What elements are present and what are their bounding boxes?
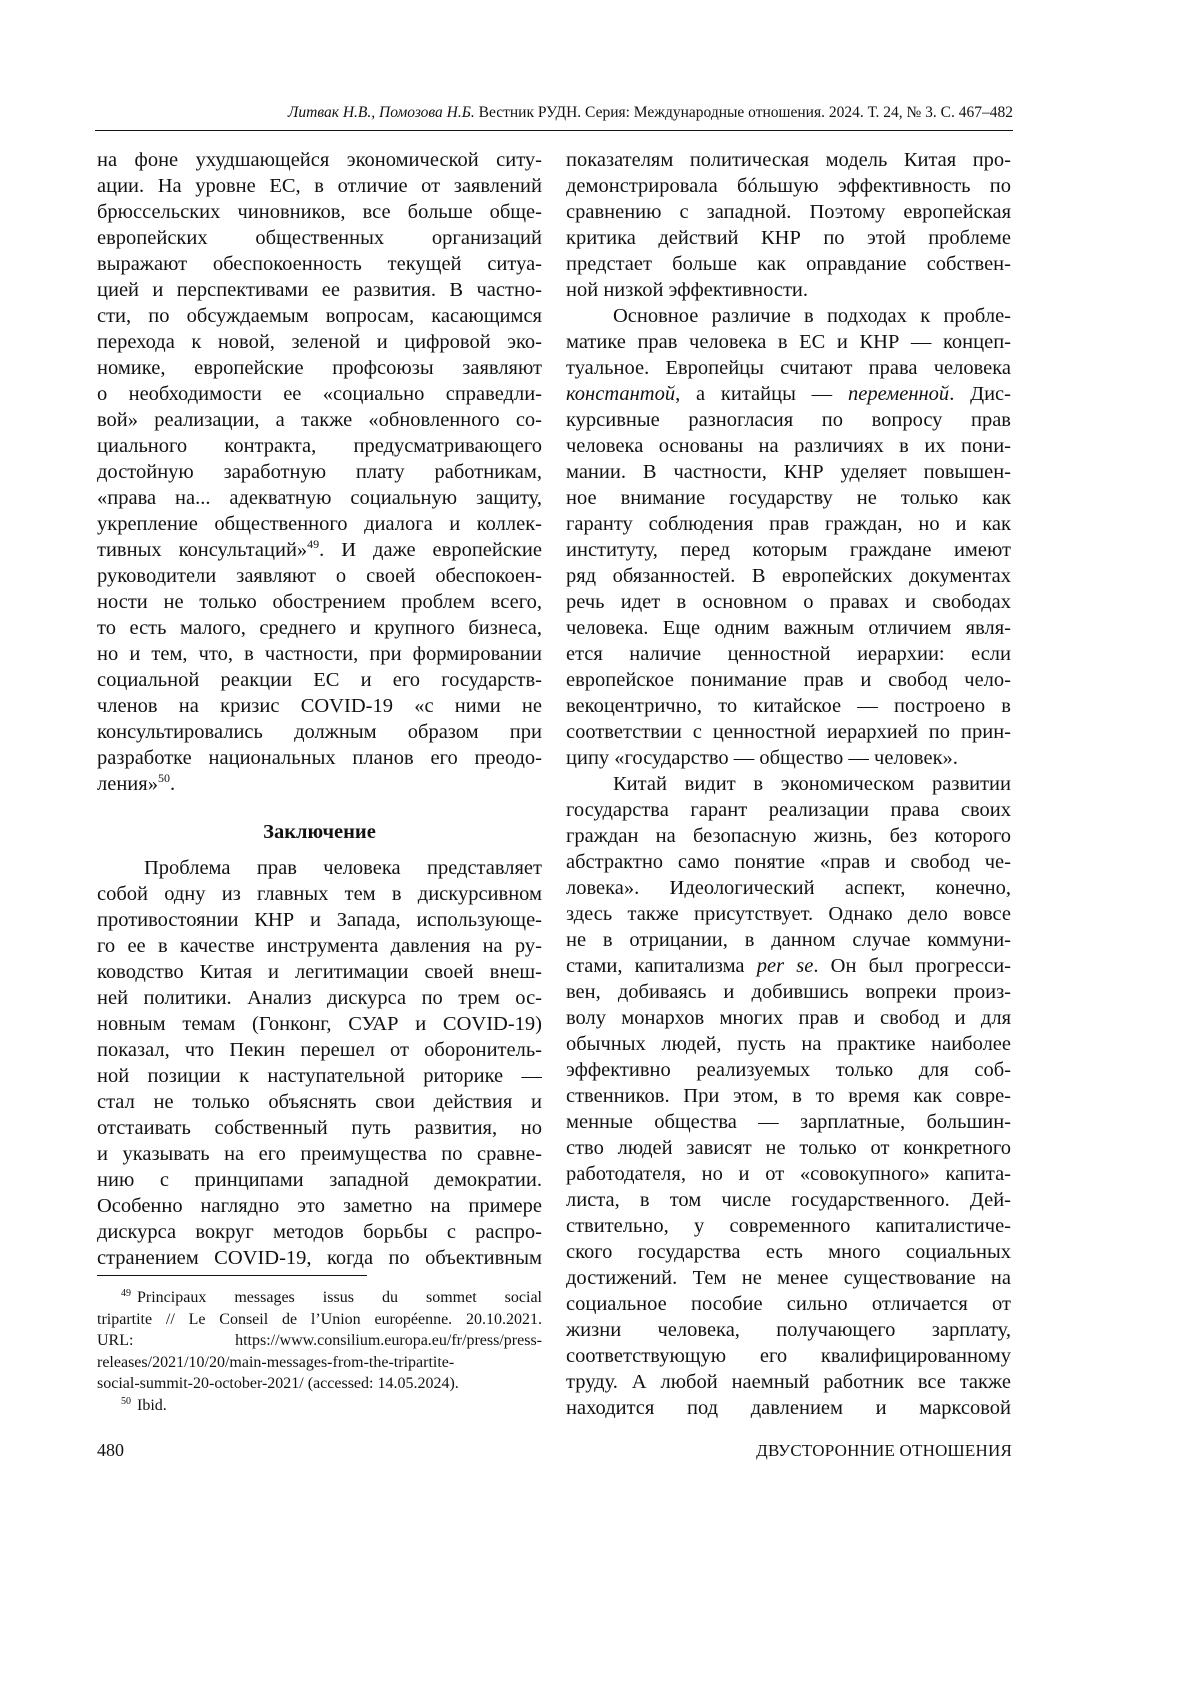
text-line: новным темам (Гонконг, СУАР и COVID-19) — [97, 1011, 542, 1037]
text-line: ется наличие ценностной иерархии: если — [566, 641, 1011, 667]
text-line: о необходимости ее «социально справедли- — [97, 381, 542, 407]
paragraph — [566, 303, 1011, 771]
text-line: ководство Китая и легитимации своей внеш- — [97, 959, 542, 985]
text-line: достойную заработную плату работникам, — [97, 459, 542, 485]
body-text-block — [97, 855, 542, 1271]
footnote-rule — [97, 1275, 367, 1276]
text-segment: стами, капитализма — [566, 955, 757, 977]
paragraph — [97, 147, 542, 797]
text-line: Проблема прав человека представляет — [97, 855, 542, 881]
text-line — [97, 771, 542, 797]
text-line: достижений. Тем не менее существование на — [566, 1265, 1011, 1291]
italic-text: переменной — [848, 383, 949, 405]
text-line: институту, перед которым граждане имеют — [566, 537, 1011, 563]
footnote-ref: 50 — [158, 771, 170, 785]
text-line: цией и перспективами ее развития. В частно- — [97, 277, 542, 303]
text-line — [566, 381, 1011, 407]
text-line: Особенно наглядно это заметно на примере — [97, 1193, 542, 1219]
footnote-text: tripartite // Le Conseil de l’Union européenne. 20.10.2021. — [97, 1311, 542, 1328]
text-line: укрепление общественного диалога и коллек- — [97, 511, 542, 537]
paragraph — [97, 855, 542, 1271]
section-heading: Заключение — [97, 819, 542, 845]
text-line: вен, добиваясь и добившись вопреки произ- — [566, 979, 1011, 1005]
text-line: жизни человека, получающего зарплату, — [566, 1317, 1011, 1343]
text-line: брюссельских чиновников, все больше обще- — [97, 199, 542, 225]
footnote-text: social-summit-20-october-2021/ (accessed: 14.05.2024). — [97, 1375, 459, 1392]
text-line: ственников. При этом, в то время как совре- — [566, 1083, 1011, 1109]
text-segment: . — [170, 773, 175, 795]
text-line: государства гарант реализации права своих — [566, 797, 1011, 823]
running-header — [95, 104, 1013, 122]
footnote-line — [97, 1287, 542, 1309]
footnote-line — [97, 1309, 542, 1331]
italic-text: per se — [757, 955, 814, 977]
text-line: номике, европейские профсоюзы заявляют — [97, 355, 542, 381]
text-line: здесь также присутствует. Однако дело вовсе — [566, 901, 1011, 927]
text-line: ное внимание государству не только как — [566, 485, 1011, 511]
text-line: ского государства есть много социальных — [566, 1239, 1011, 1265]
text-line: векоцентрично, то китайское — построено в — [566, 693, 1011, 719]
footnote-number: 50 — [121, 1396, 131, 1407]
text-segment: . Дис- — [949, 383, 1011, 405]
header-journal: Вестник РУДН. Серия: Международные отношения. 2024. Т. 24, № 3. С. 467–482 — [475, 104, 1013, 121]
text-line: вой» реализации, а также «обновленного со- — [97, 407, 542, 433]
text-line: курсивные разногласия по вопросу прав — [566, 407, 1011, 433]
text-line: обычных людей, пусть на практике наиболее — [566, 1031, 1011, 1057]
text-line: демонстрировала бóльшую эффективность по — [566, 173, 1011, 199]
text-line: стал не только объяснять свои действия и — [97, 1089, 542, 1115]
text-line: труду. А любой наемный работник все также — [566, 1369, 1011, 1395]
text-line: дискурса вокруг методов борьбы с распро- — [97, 1219, 542, 1245]
text-line: человека основаны на различиях в их пони- — [566, 433, 1011, 459]
text-line: ации. На уровне ЕС, в отличие от заявлений — [97, 173, 542, 199]
footnote-text: releases/2021/10/20/main-messages-from-the-tripartite- — [97, 1354, 454, 1371]
text-line: ней политики. Анализ дискурса по трем ос- — [97, 985, 542, 1011]
text-line: ной позиции к наступательной риторике — — [97, 1063, 542, 1089]
text-line: европейских общественных организаций — [97, 225, 542, 251]
text-line: членов на кризис COVID-19 «с ними не — [97, 693, 542, 719]
right-column — [566, 147, 1011, 1421]
text-segment: тивных консультаций» — [97, 539, 307, 561]
text-line: сти, по обсуждаемым вопросам, касающимся — [97, 303, 542, 329]
text-segment: ления» — [97, 773, 158, 795]
text-line: матике прав человека в ЕС и КНР — концеп- — [566, 329, 1011, 355]
text-line: сравнению с западной. Поэтому европейская — [566, 199, 1011, 225]
text-segment: . И даже европейские — [319, 539, 542, 561]
text-line: ряд обязанностей. В европейских документах — [566, 563, 1011, 589]
text-line: ной низкой эффективности. — [566, 277, 1011, 303]
footnotes — [97, 1287, 542, 1416]
text-line: абстрактно само понятие «прав и свобод че- — [566, 849, 1011, 875]
footnote-ref: 49 — [307, 537, 319, 551]
footnote-text: URL: https://www.consilium.europa.eu/fr/press/press- — [97, 1332, 542, 1349]
text-line: показателям политическая модель Китая про- — [566, 147, 1011, 173]
text-line: отстаивать собственный путь развития, но — [97, 1115, 542, 1141]
text-line: мании. В частности, КНР уделяет повышен- — [566, 459, 1011, 485]
text-line: эффективно реализуемых только для соб- — [566, 1057, 1011, 1083]
text-line: разработке национальных планов его преодо- — [97, 745, 542, 771]
text-line: ловека». Идеологический аспект, конечно, — [566, 875, 1011, 901]
text-line: соответствующую его квалифицированному — [566, 1343, 1011, 1369]
text-line: предстает больше как оправдание собствен- — [566, 251, 1011, 277]
text-line: нию с принципами западной демократии. — [97, 1167, 542, 1193]
text-line: туальное. Европейцы считают права человека — [566, 355, 1011, 381]
footnote-line — [97, 1330, 542, 1352]
header-authors: Литвак Н.В., Помозова Н.Б. — [288, 104, 475, 121]
paragraph — [566, 147, 1011, 303]
text-line: листа, в том числе государственного. Дей- — [566, 1187, 1011, 1213]
text-line: соответствии с ценностной иерархией по прин- — [566, 719, 1011, 745]
footnote-number: 49 — [121, 1288, 131, 1299]
text-line: но и тем, что, в частности, при формировании — [97, 641, 542, 667]
footnote-text: Ibid. — [137, 1397, 167, 1414]
text-line: менные общества — зарплатные, большин- — [566, 1109, 1011, 1135]
text-line: Основное различие в подходах к пробле- — [566, 303, 1011, 329]
text-line: руководители заявляют о своей обеспокоен- — [97, 563, 542, 589]
text-segment: , а китайцы — — [675, 383, 848, 405]
text-segment: . Он был прогресси- — [813, 955, 1011, 977]
text-line: не в отрицании, в данном случае коммуни- — [566, 927, 1011, 953]
text-line — [566, 953, 1011, 979]
text-line: странением COVID-19, когда по объективным — [97, 1245, 542, 1271]
text-line: и указывать на его преимущества по сравне- — [97, 1141, 542, 1167]
text-line: собой одну из главных тем в дискурсивном — [97, 881, 542, 907]
page-number: 480 — [97, 1440, 124, 1461]
text-line: выражают обеспокоенность текущей ситуа- — [97, 251, 542, 277]
text-line: го ее в качестве инструмента давления на ру- — [97, 933, 542, 959]
text-line: человека. Еще одним важным отличием явля- — [566, 615, 1011, 641]
footnote-text: Principaux messages issus du sommet social — [137, 1289, 542, 1306]
footnote-line — [97, 1373, 542, 1395]
text-line: речь идет в основном о правах и свободах — [566, 589, 1011, 615]
left-column — [97, 147, 542, 1271]
text-line: граждан на безопасную жизнь, без которого — [566, 823, 1011, 849]
text-line: социальное пособие сильно отличается от — [566, 1291, 1011, 1317]
text-line: ности не только обострением проблем всего, — [97, 589, 542, 615]
text-line: гаранту соблюдения прав граждан, но и как — [566, 511, 1011, 537]
text-line: европейское понимание прав и свобод чело- — [566, 667, 1011, 693]
footnote-line — [97, 1352, 542, 1374]
text-line: волу монархов многих прав и свобод и для — [566, 1005, 1011, 1031]
italic-text: константой — [566, 383, 675, 405]
text-line: циального контракта, предусматривающего — [97, 433, 542, 459]
text-line: ципу «государство — общество — человек». — [566, 745, 1011, 771]
footnote-line — [97, 1395, 542, 1417]
text-line — [97, 537, 542, 563]
text-line: показал, что Пекин перешел от оборонитель- — [97, 1037, 542, 1063]
text-line: «права на... адекватную социальную защиту, — [97, 485, 542, 511]
text-line: критика действий КНР по этой проблеме — [566, 225, 1011, 251]
section-footer: ДВУСТОРОННИЕ ОТНОШЕНИЯ — [756, 1441, 1012, 1461]
paragraph — [566, 771, 1011, 1421]
text-line: работодателя, но и от «совокупного» капита- — [566, 1161, 1011, 1187]
text-line: находится под давлением и марксовой — [566, 1395, 1011, 1421]
body-text-block — [97, 147, 542, 797]
text-line: перехода к новой, зеленой и цифровой эко- — [97, 329, 542, 355]
text-line: на фоне ухудшающейся экономической ситу- — [97, 147, 542, 173]
text-line: ство людей зависят не только от конкретного — [566, 1135, 1011, 1161]
text-line: социальной реакции ЕС и его государств- — [97, 667, 542, 693]
text-line: то есть малого, среднего и крупного бизнеса, — [97, 615, 542, 641]
text-line: ствительно, у современного капиталистиче- — [566, 1213, 1011, 1239]
text-line: противостоянии КНР и Запада, использующе- — [97, 907, 542, 933]
text-line: Китай видит в экономическом развитии — [566, 771, 1011, 797]
text-line: консультировались должным образом при — [97, 719, 542, 745]
header-rule — [95, 130, 1013, 131]
